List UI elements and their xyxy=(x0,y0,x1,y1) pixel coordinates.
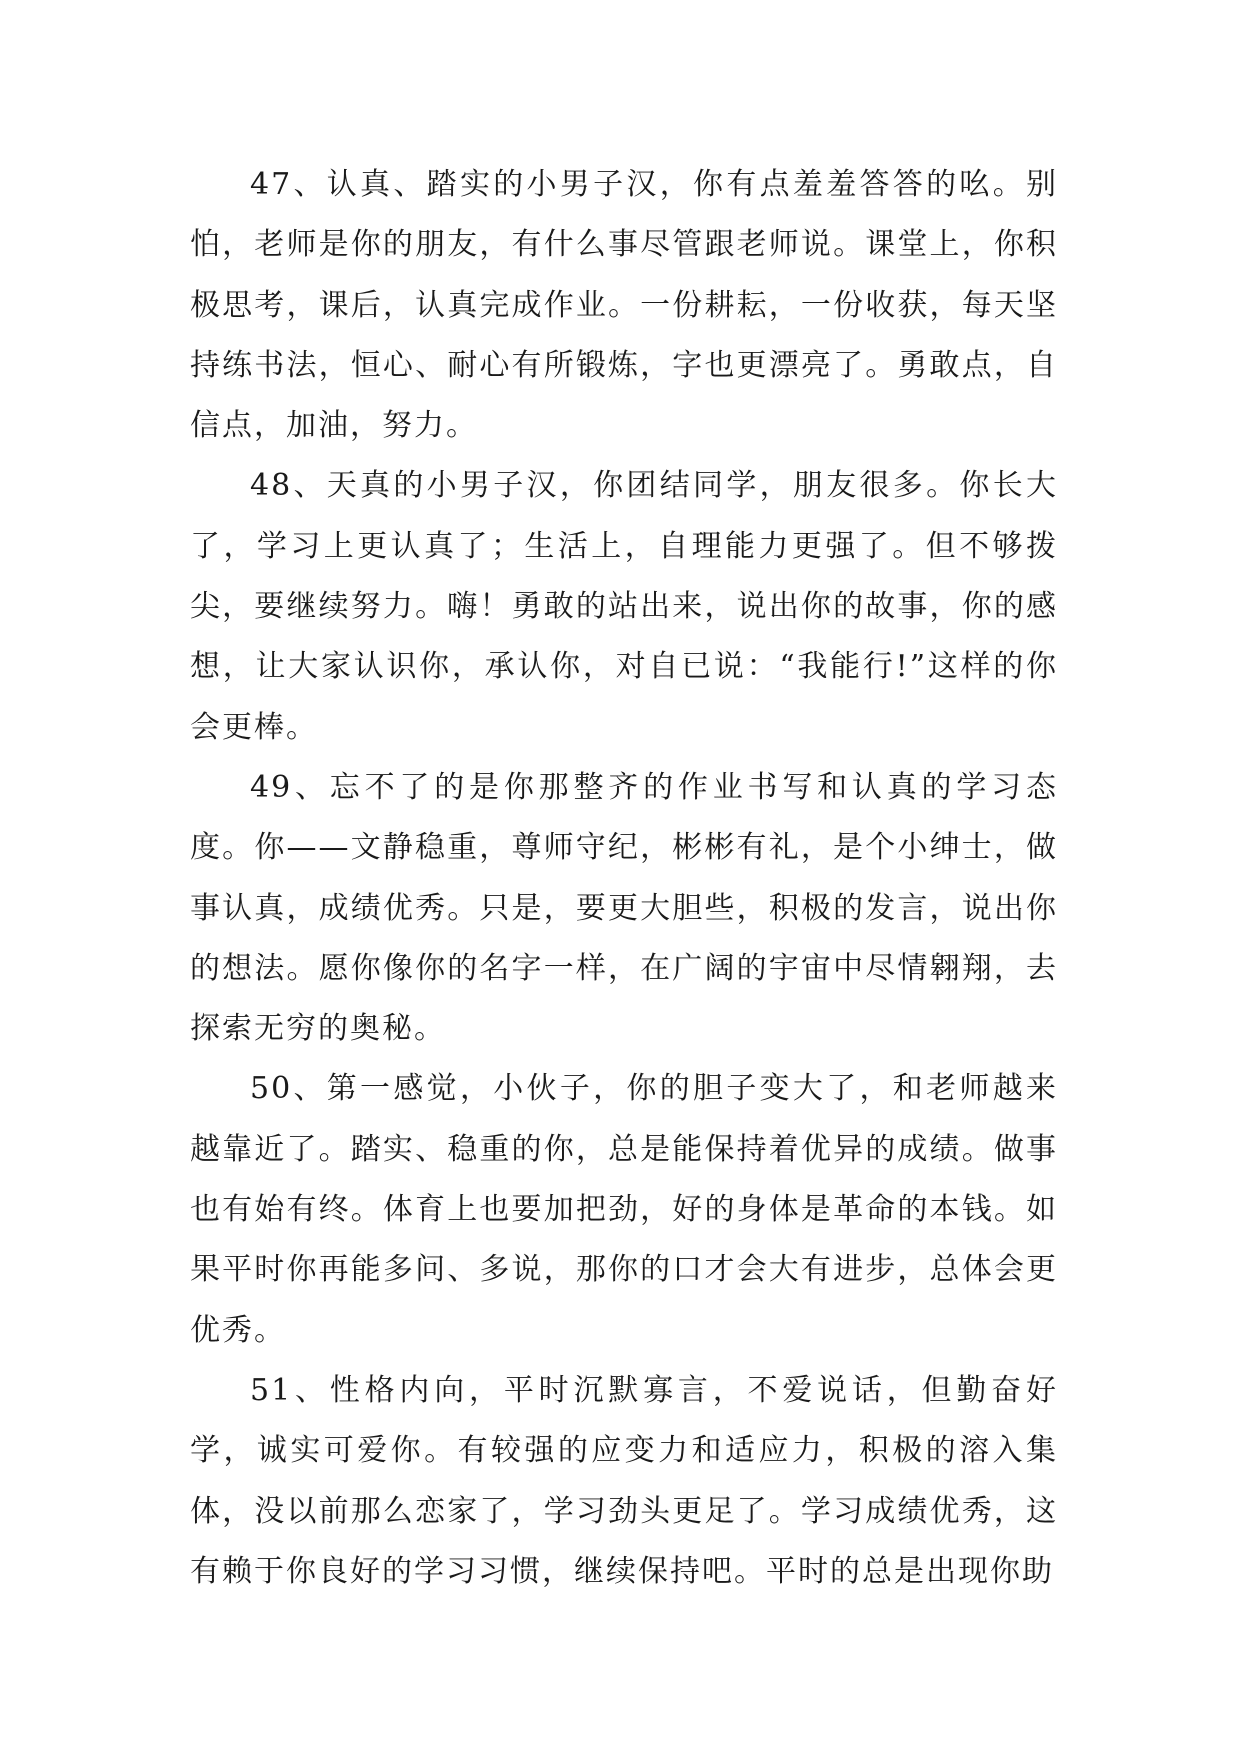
document-body xyxy=(190,155,1058,1602)
comment-paragraph-49: 49、忘不了的是你那整齐的作业书写和认真的学习态度。你——文静稳重，尊师守纪，彬彬有礼，是个小绅士，做事认真，成绩优秀。只是，要更大胆些，积极的发言，说出你的想法。愿你像你的名字一样，在广阔的宇宙中尽情翱翔，去探索无穷的奥秘。 xyxy=(190,769,1058,1047)
comment-paragraph-50: 50、第一感觉，小伙子，你的胆子变大了，和老师越来越靠近了。踏实、稳重的你，总是能保持着优异的成绩。做事也有始有终。体育上也要加把劲，好的身体是革命的本钱。如果平时你再能多问、多说，那你的口才会大有进步，总体会更优秀。 xyxy=(190,1071,1058,1348)
comment-paragraph-47: 47、认真、踏实的小男子汉，你有点羞羞答答的吆。别怕，老师是你的朋友，有什么事尽管跟老师说。课堂上，你积极思考，课后，认真完成作业。一份耕耘，一份收获，每天坚持练书法，恒心、耐心有所锻炼，字也更漂亮了。勇敢点，自信点，加油，努力。 xyxy=(190,167,1058,444)
comment-paragraph-51: 51、性格内向，平时沉默寡言，不爱说话，但勤奋好学，诚实可爱你。有较强的应变力和适应力，积极的溶入集体，没以前那么恋家了，学习劲头更足了。学习成绩优秀，这有赖于你良好的学习习惯，继续保持吧。平时的总是出现你助 xyxy=(190,1372,1058,1589)
comment-paragraph-48: 48、天真的小男子汉，你团结同学，朋友很多。你长大了，学习上更认真了；生活上，自理能力更强了。但不够拨尖，要继续努力。嗨！勇敢的站出来，说出你的故事，你的感想，让大家认识你，承认你，对自已说：“我能行!”这样的你会更棒。 xyxy=(190,468,1058,745)
